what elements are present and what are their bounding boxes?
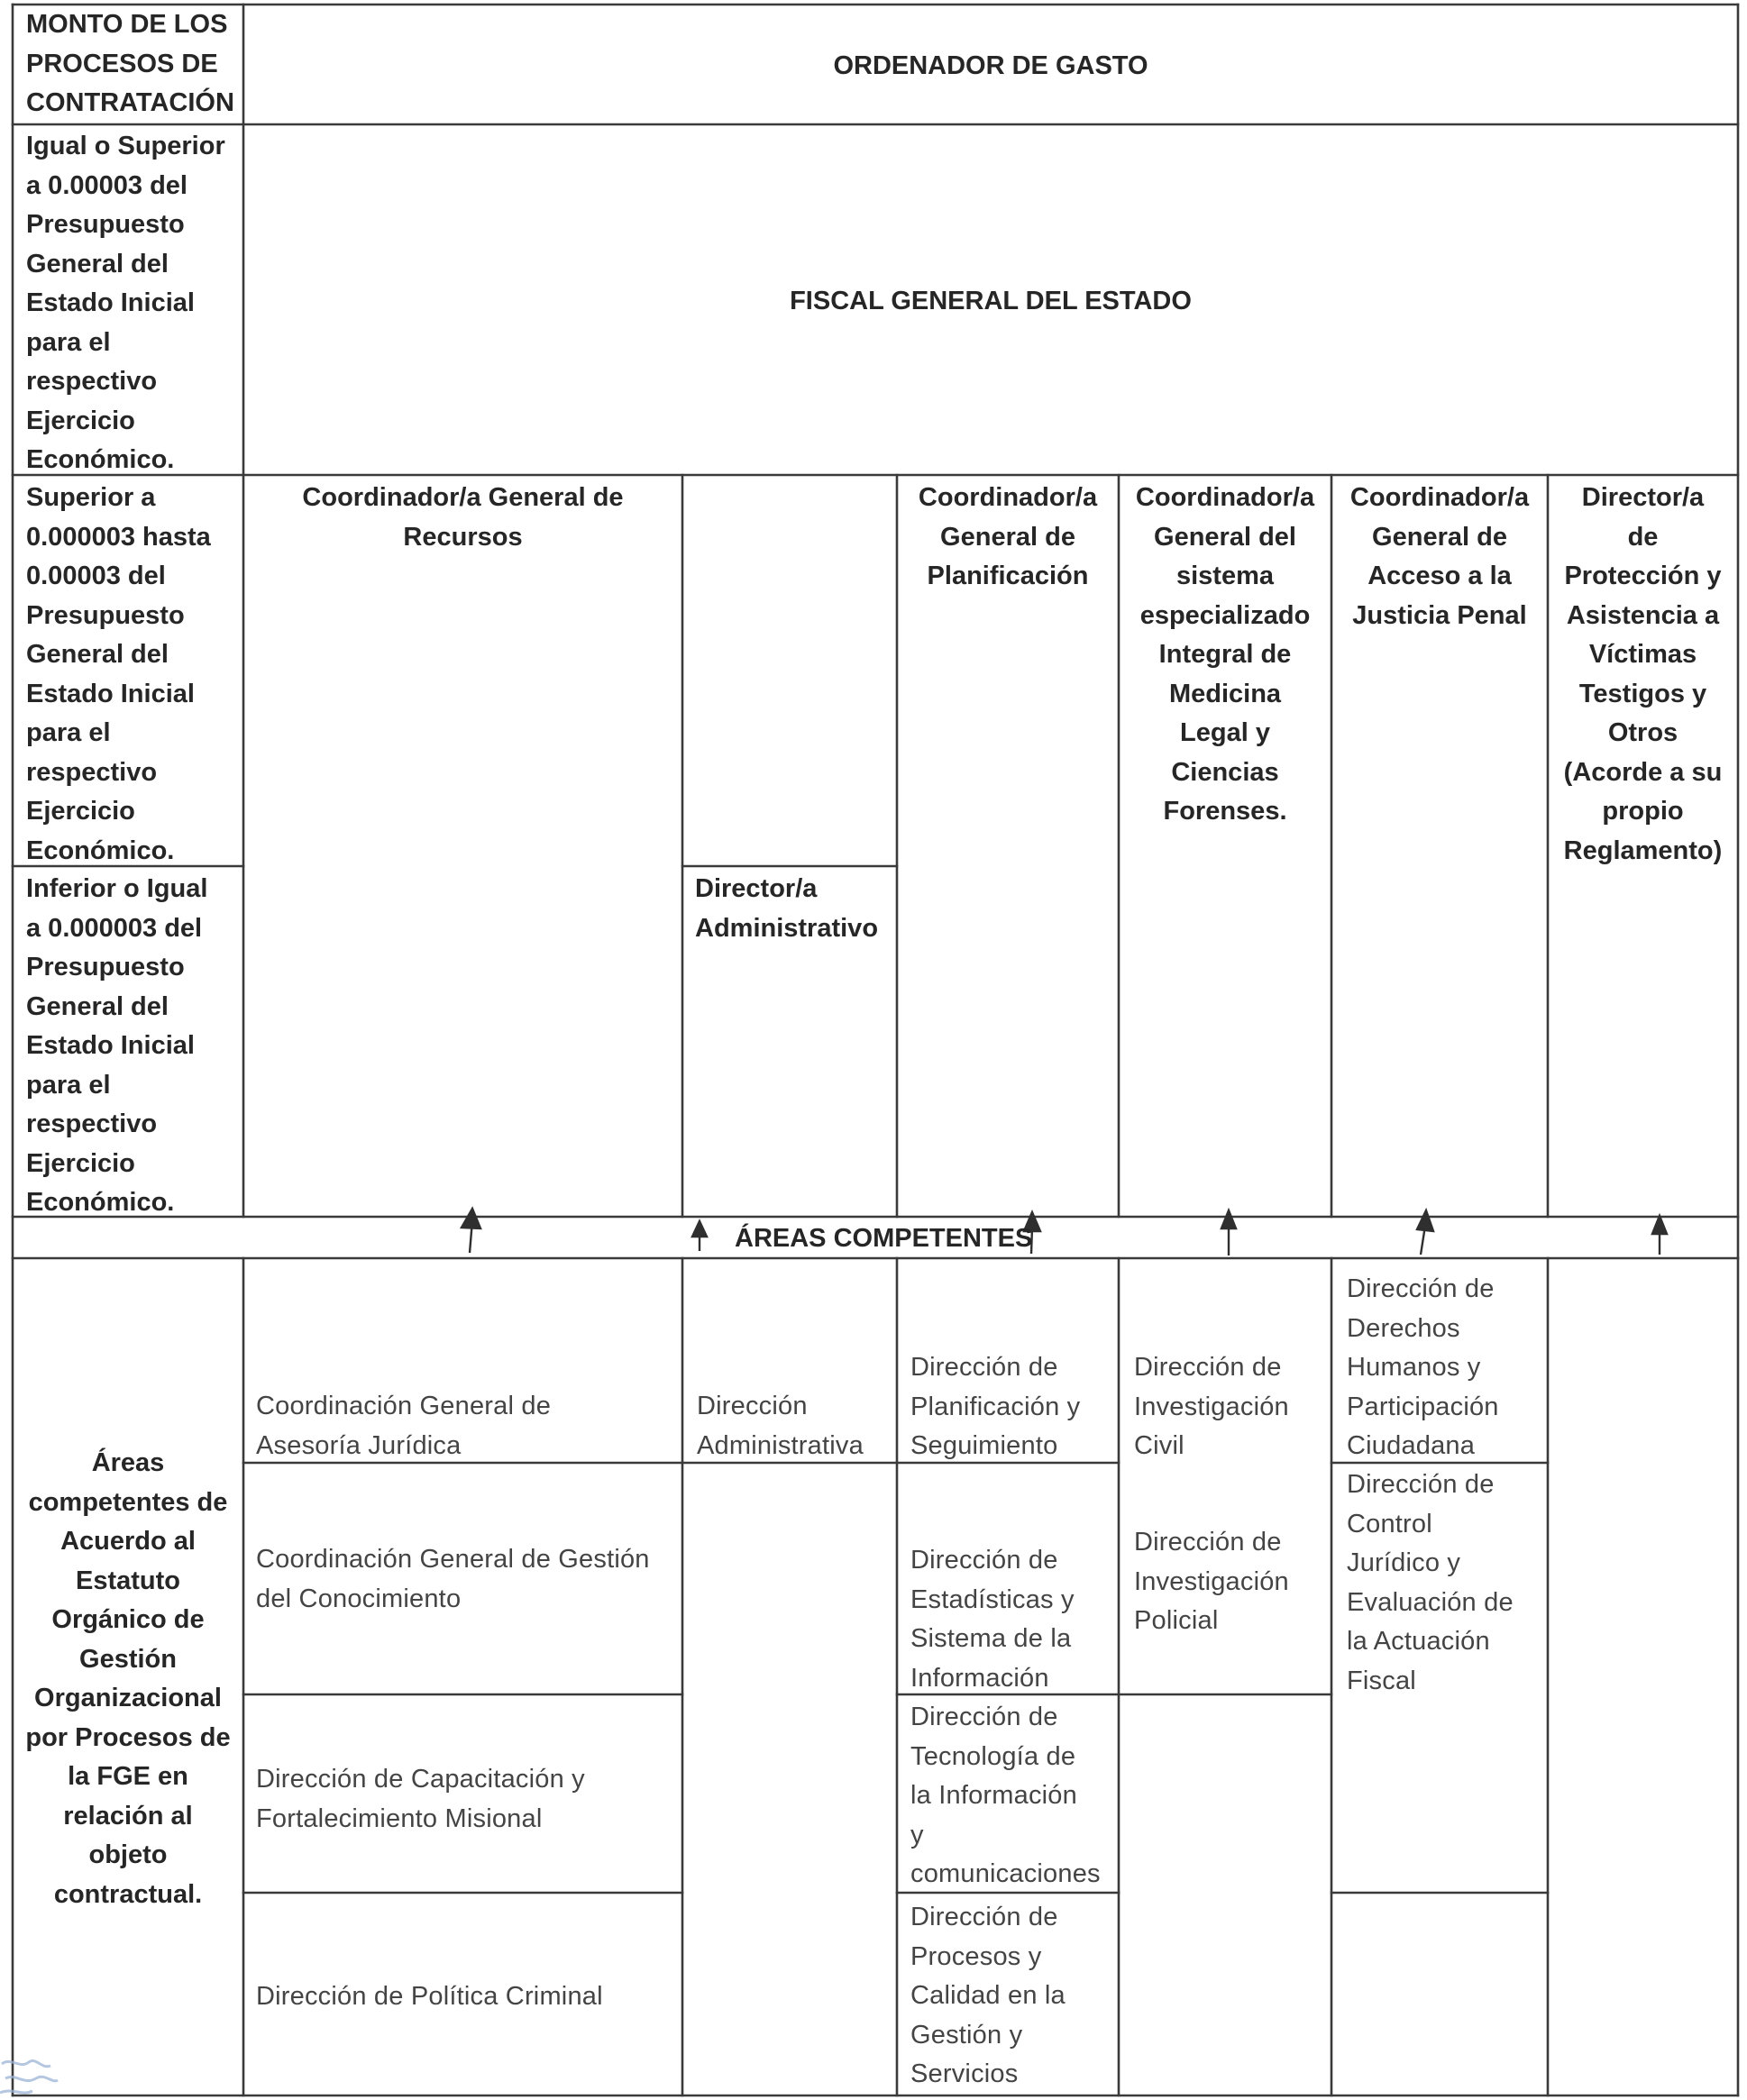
area-planificacion-seguimiento: Dirección de Planificación y Seguimiento xyxy=(910,1353,1081,1460)
arrow-up-icon xyxy=(462,1209,480,1253)
ordenador-planificacion: Coordinador/a General de Planificación xyxy=(918,483,1098,590)
area-administrativa: Dirección Administrativa xyxy=(697,1392,864,1460)
area-investigacion-policial: Dirección de Investigación Policial xyxy=(1134,1528,1289,1635)
area-estadisticas: Dirección de Estadísticas y Sistema de la Información xyxy=(910,1546,1075,1693)
row2-monto-label: Superior a 0.000003 hasta 0.00003 del Presupuesto General del Estado Inicial para el respectivo Ejercicio Económico. xyxy=(26,483,211,865)
area-procesos-calidad: Dirección de Procesos y Calidad en la Gestión y Servicios xyxy=(910,1903,1066,2088)
fiscal-general-label: FISCAL GENERAL DEL ESTADO xyxy=(790,287,1192,315)
area-tecnologia: Dirección de Tecnología de la Información y comunicaciones xyxy=(910,1703,1101,1888)
ordenador-recursos: Coordinador/a General de Recursos xyxy=(302,483,624,552)
area-investigacion-civil: Dirección de Investigación Civil xyxy=(1134,1353,1289,1460)
ordenador-medicina-legal: Coordinador/a General del sistema especializado Integral de Medicina Legal y Ciencias Forenses. xyxy=(1135,483,1315,826)
areas-competentes-header: ÁREAS COMPETENTES xyxy=(735,1224,1033,1253)
arrow-up-icon xyxy=(1652,1216,1667,1255)
area-asesoria-juridica: Coordinación General de Asesoría Jurídica xyxy=(256,1392,552,1460)
arrow-up-icon xyxy=(692,1221,707,1251)
area-politica-criminal: Dirección de Política Criminal xyxy=(256,1982,603,2011)
area-gestion-conocimiento: Coordinación General de Gestión del Conocimiento xyxy=(256,1545,650,1613)
ordenador-administrativo: Director/a Administrativo xyxy=(695,874,879,943)
header-ordenador-label: ORDENADOR DE GASTO xyxy=(833,51,1148,80)
area-capacitacion: Dirección de Capacitación y Fortalecimiento Misional xyxy=(256,1765,585,1833)
stamp-mark-icon xyxy=(0,2060,58,2093)
area-derechos-humanos: Dirección de Derechos Humanos y Participación Ciudadana xyxy=(1347,1274,1499,1460)
areas-competentes-label: Áreas competentes de Acuerdo al Estatuto Orgánico de Gestión Organizacional por Procesos de la FGE en relación al objeto contractual. xyxy=(25,1448,231,1909)
ordenador-acceso-justicia: Coordinador/a General de Acceso a la Justicia Penal xyxy=(1349,483,1530,630)
area-control-juridico: Dirección de Control Jurídico y Evaluación de la Actuación Fiscal xyxy=(1347,1470,1514,1695)
header-monto-label: MONTO DE LOS PROCESOS DE CONTRATACIÓN xyxy=(26,10,234,117)
row3-monto-label: Inferior o Igual a 0.000003 del Presupuesto General del Estado Inicial para el respectivo Ejercicio Económico. xyxy=(26,874,208,1217)
ordenador-proteccion-victimas: Director/a de Protección y Asistencia a Víctimas Testigos y Otros (Acorde a su propio Reglamento) xyxy=(1563,483,1723,865)
row1-monto-label: Igual o Superior a 0.00003 del Presupuesto General del Estado Inicial para el respectivo Ejercicio Económico. xyxy=(26,132,225,474)
